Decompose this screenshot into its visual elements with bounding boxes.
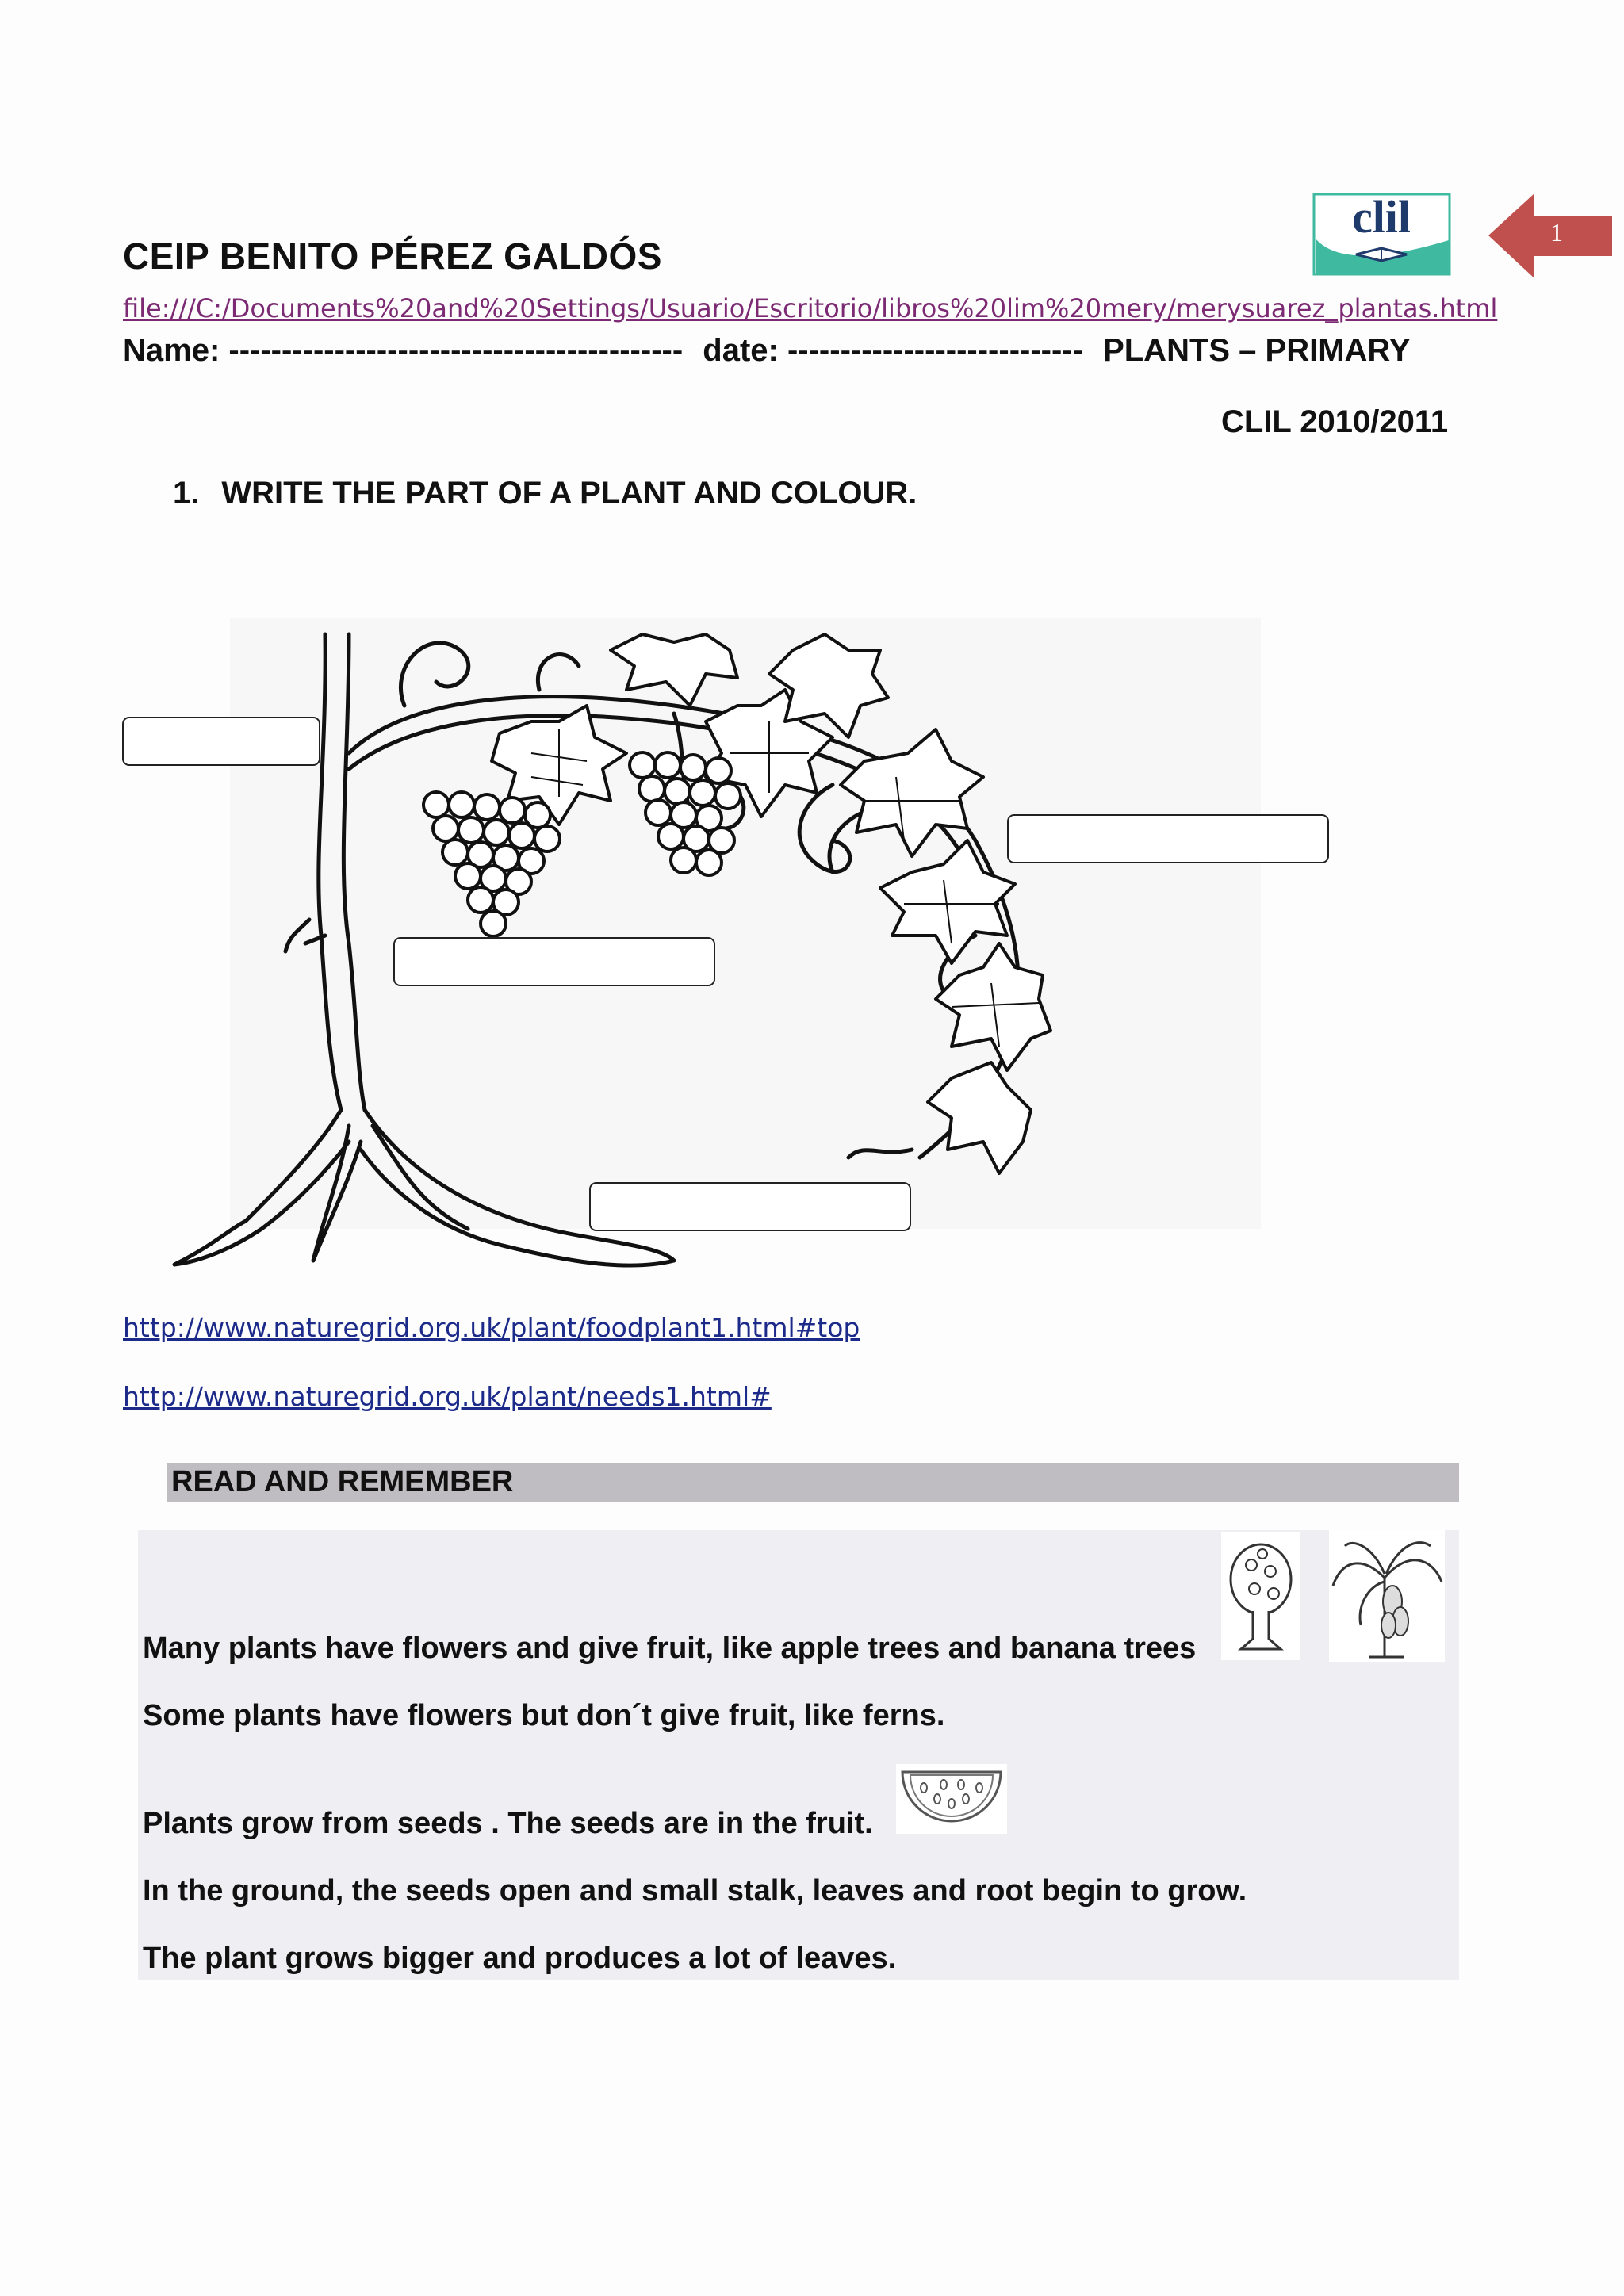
clil-year: CLIL 2010/2011 <box>1221 404 1449 439</box>
apple-tree-icon <box>1221 1532 1300 1660</box>
clil-logo <box>1312 193 1451 276</box>
answer-box-fruit[interactable] <box>393 937 715 986</box>
answer-box-leaf[interactable] <box>1007 814 1329 863</box>
name-label: Name: ------------------------------------------- <box>123 333 684 368</box>
name-date-line <box>123 333 1422 369</box>
fact-seeds: Plants grow from seeds . The seeds are in the fruit. <box>143 1807 873 1840</box>
subject-label: PLANTS – PRIMARY <box>1103 333 1411 368</box>
naturegrid-foodplant-link[interactable]: http://www.naturegrid.org.uk/plant/foodplant1.html#top <box>123 1312 860 1343</box>
fact-ferns: Some plants have flowers but don´t give fruit, like ferns. <box>143 1699 945 1732</box>
page-number: 1 <box>1550 218 1563 247</box>
exercise-instruction: WRITE THE PART OF A PLANT AND COLOUR. <box>221 476 917 511</box>
date-label: date: ---------------------------- <box>703 333 1083 368</box>
fact-germination: In the ground, the seeds open and small stalk, leaves and root begin to grow. <box>143 1874 1247 1908</box>
naturegrid-needs-link[interactable]: http://www.naturegrid.org.uk/plant/needs1.html# <box>123 1381 772 1412</box>
banana-tree-icon <box>1329 1530 1445 1662</box>
school-name: CEIP BENITO PÉREZ GALDÓS <box>123 235 662 277</box>
watermelon-slice-icon <box>896 1764 1007 1834</box>
answer-box-stem[interactable] <box>122 717 320 766</box>
exercise-heading <box>173 476 917 511</box>
logo-text: clil <box>1351 193 1411 243</box>
fact-fruit-trees: Many plants have flowers and give fruit, like apple trees and banana trees <box>143 1632 1197 1665</box>
exercise-number: 1. <box>173 476 200 511</box>
answer-box-root[interactable] <box>589 1182 911 1231</box>
file-link[interactable]: file:///C:/Documents%20and%20Settings/Usuario/Escritorio/libros%20lim%20mery/merysuarez_plantas.html <box>123 293 1498 323</box>
read-remember-title: READ AND REMEMBER <box>171 1465 514 1498</box>
fact-growth: The plant grows bigger and produces a lot of leaves. <box>143 1942 897 1975</box>
